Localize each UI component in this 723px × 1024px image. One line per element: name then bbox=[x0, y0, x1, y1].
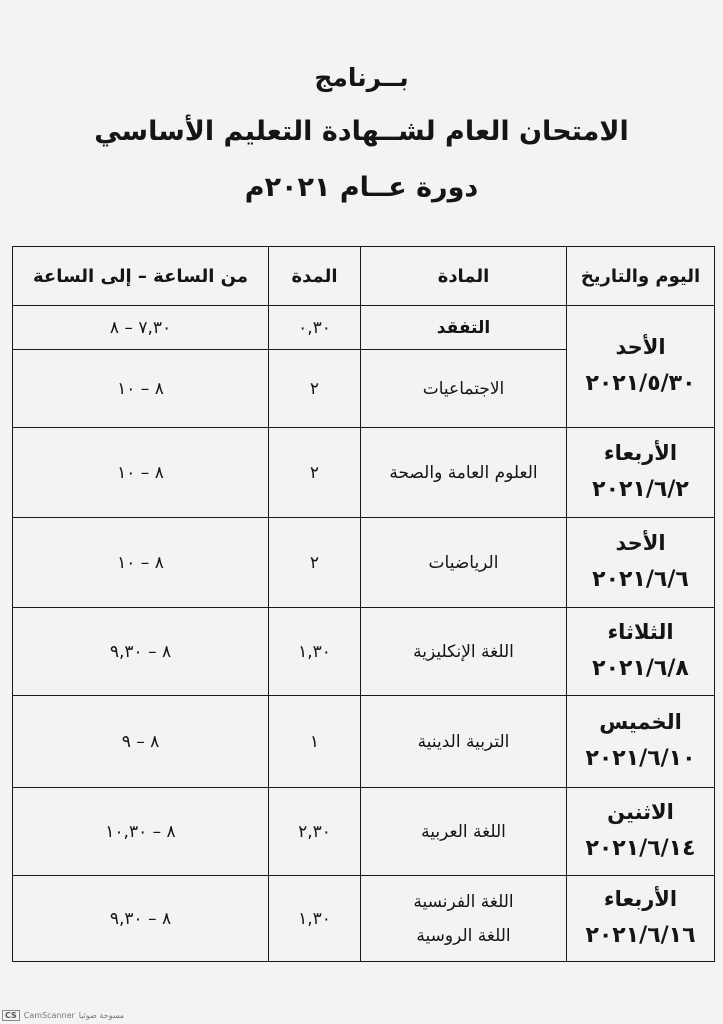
day-date: ٢٠٢١/٦/٦ bbox=[592, 566, 689, 592]
document-subtitle: الامتحان العام لشــهادة التعليم الأساسي bbox=[94, 116, 629, 147]
day-cell bbox=[567, 696, 715, 788]
header-duration: المدة bbox=[269, 247, 361, 306]
day-date: ٢٠٢١/٦/١٤ bbox=[585, 835, 696, 861]
day-date: ٢٠٢١/٦/٨ bbox=[592, 655, 689, 681]
duration-cell: ١,٣٠ bbox=[269, 608, 361, 696]
table-row bbox=[13, 518, 715, 608]
table-row bbox=[13, 876, 715, 962]
time-cell: ٨ – ٩,٣٠ bbox=[13, 876, 269, 962]
day-name: الأربعاء bbox=[603, 886, 678, 911]
table-header-row bbox=[13, 247, 715, 306]
day-cell bbox=[567, 788, 715, 876]
day-name: الأحد bbox=[615, 334, 666, 359]
subject-cell: اللغة الإنكليزية bbox=[361, 608, 567, 696]
day-cell bbox=[567, 306, 715, 428]
time-cell: ٨ – ١٠ bbox=[13, 428, 269, 518]
subject-cell: الرياضيات bbox=[361, 518, 567, 608]
duration-cell: ٢ bbox=[269, 350, 361, 428]
duration-cell: ٢,٣٠ bbox=[269, 788, 361, 876]
day-name: الثلاثاء bbox=[607, 619, 674, 644]
duration-cell: ٢ bbox=[269, 518, 361, 608]
header-day-date: اليوم والتاريخ bbox=[567, 247, 715, 306]
document-title: بــرنامج bbox=[314, 63, 409, 92]
exam-session: دورة عــام ٢٠٢١م bbox=[244, 172, 479, 203]
day-name: الأحد bbox=[615, 530, 666, 555]
subject-cell: التربية الدينية bbox=[361, 696, 567, 788]
day-cell bbox=[567, 608, 715, 696]
duration-cell: ١ bbox=[269, 696, 361, 788]
table-row bbox=[13, 696, 715, 788]
table-row bbox=[13, 788, 715, 876]
time-cell: ٨ – ١٠ bbox=[13, 518, 269, 608]
subject-cell: اللغة العربية bbox=[361, 788, 567, 876]
day-name: الخميس bbox=[599, 709, 682, 734]
time-cell: ٨ – ٩ bbox=[13, 696, 269, 788]
duration-cell: ١,٣٠ bbox=[269, 876, 361, 962]
day-date: ٢٠٢١/٦/١٦ bbox=[585, 922, 696, 948]
subject-line-russian: اللغة الروسية bbox=[416, 925, 511, 946]
day-cell bbox=[567, 518, 715, 608]
time-cell: ٨ – ١٠ bbox=[13, 350, 269, 428]
exam-schedule-table bbox=[12, 246, 715, 962]
day-cell bbox=[567, 876, 715, 962]
subject-cell: الاجتماعيات bbox=[361, 350, 567, 428]
scanner-note: مسوحة ضوئيا bbox=[78, 1010, 125, 1020]
duration-cell: ٠,٣٠ bbox=[269, 306, 361, 350]
table-row bbox=[13, 428, 715, 518]
subject-line-french: اللغة الفرنسية bbox=[413, 891, 514, 912]
header-subject: المادة bbox=[361, 247, 567, 306]
scanner-app-name: CamScanner bbox=[23, 1010, 75, 1020]
day-date: ٢٠٢١/٦/٢ bbox=[592, 476, 689, 502]
time-cell: ٧,٣٠ – ٨ bbox=[13, 306, 269, 350]
subject-cell: التفقد bbox=[361, 306, 567, 350]
scanner-watermark bbox=[0, 1006, 162, 1024]
duration-cell: ٢ bbox=[269, 428, 361, 518]
subject-cell bbox=[361, 876, 567, 962]
day-date: ٢٠٢١/٦/١٠ bbox=[585, 745, 696, 771]
header-time: من الساعة – إلى الساعة bbox=[13, 247, 269, 306]
day-name: الاثنين bbox=[607, 799, 674, 824]
day-cell bbox=[567, 428, 715, 518]
day-name: الأربعاء bbox=[603, 440, 678, 465]
time-cell: ٨ – ١٠,٣٠ bbox=[13, 788, 269, 876]
table-row bbox=[13, 608, 715, 696]
time-cell: ٨ – ٩,٣٠ bbox=[13, 608, 269, 696]
table-row bbox=[13, 306, 715, 350]
document-header bbox=[0, 58, 723, 212]
subject-cell: العلوم العامة والصحة bbox=[361, 428, 567, 518]
day-date: ٢٠٢١/٥/٣٠ bbox=[585, 370, 696, 396]
camscanner-logo: CS bbox=[2, 1010, 20, 1021]
